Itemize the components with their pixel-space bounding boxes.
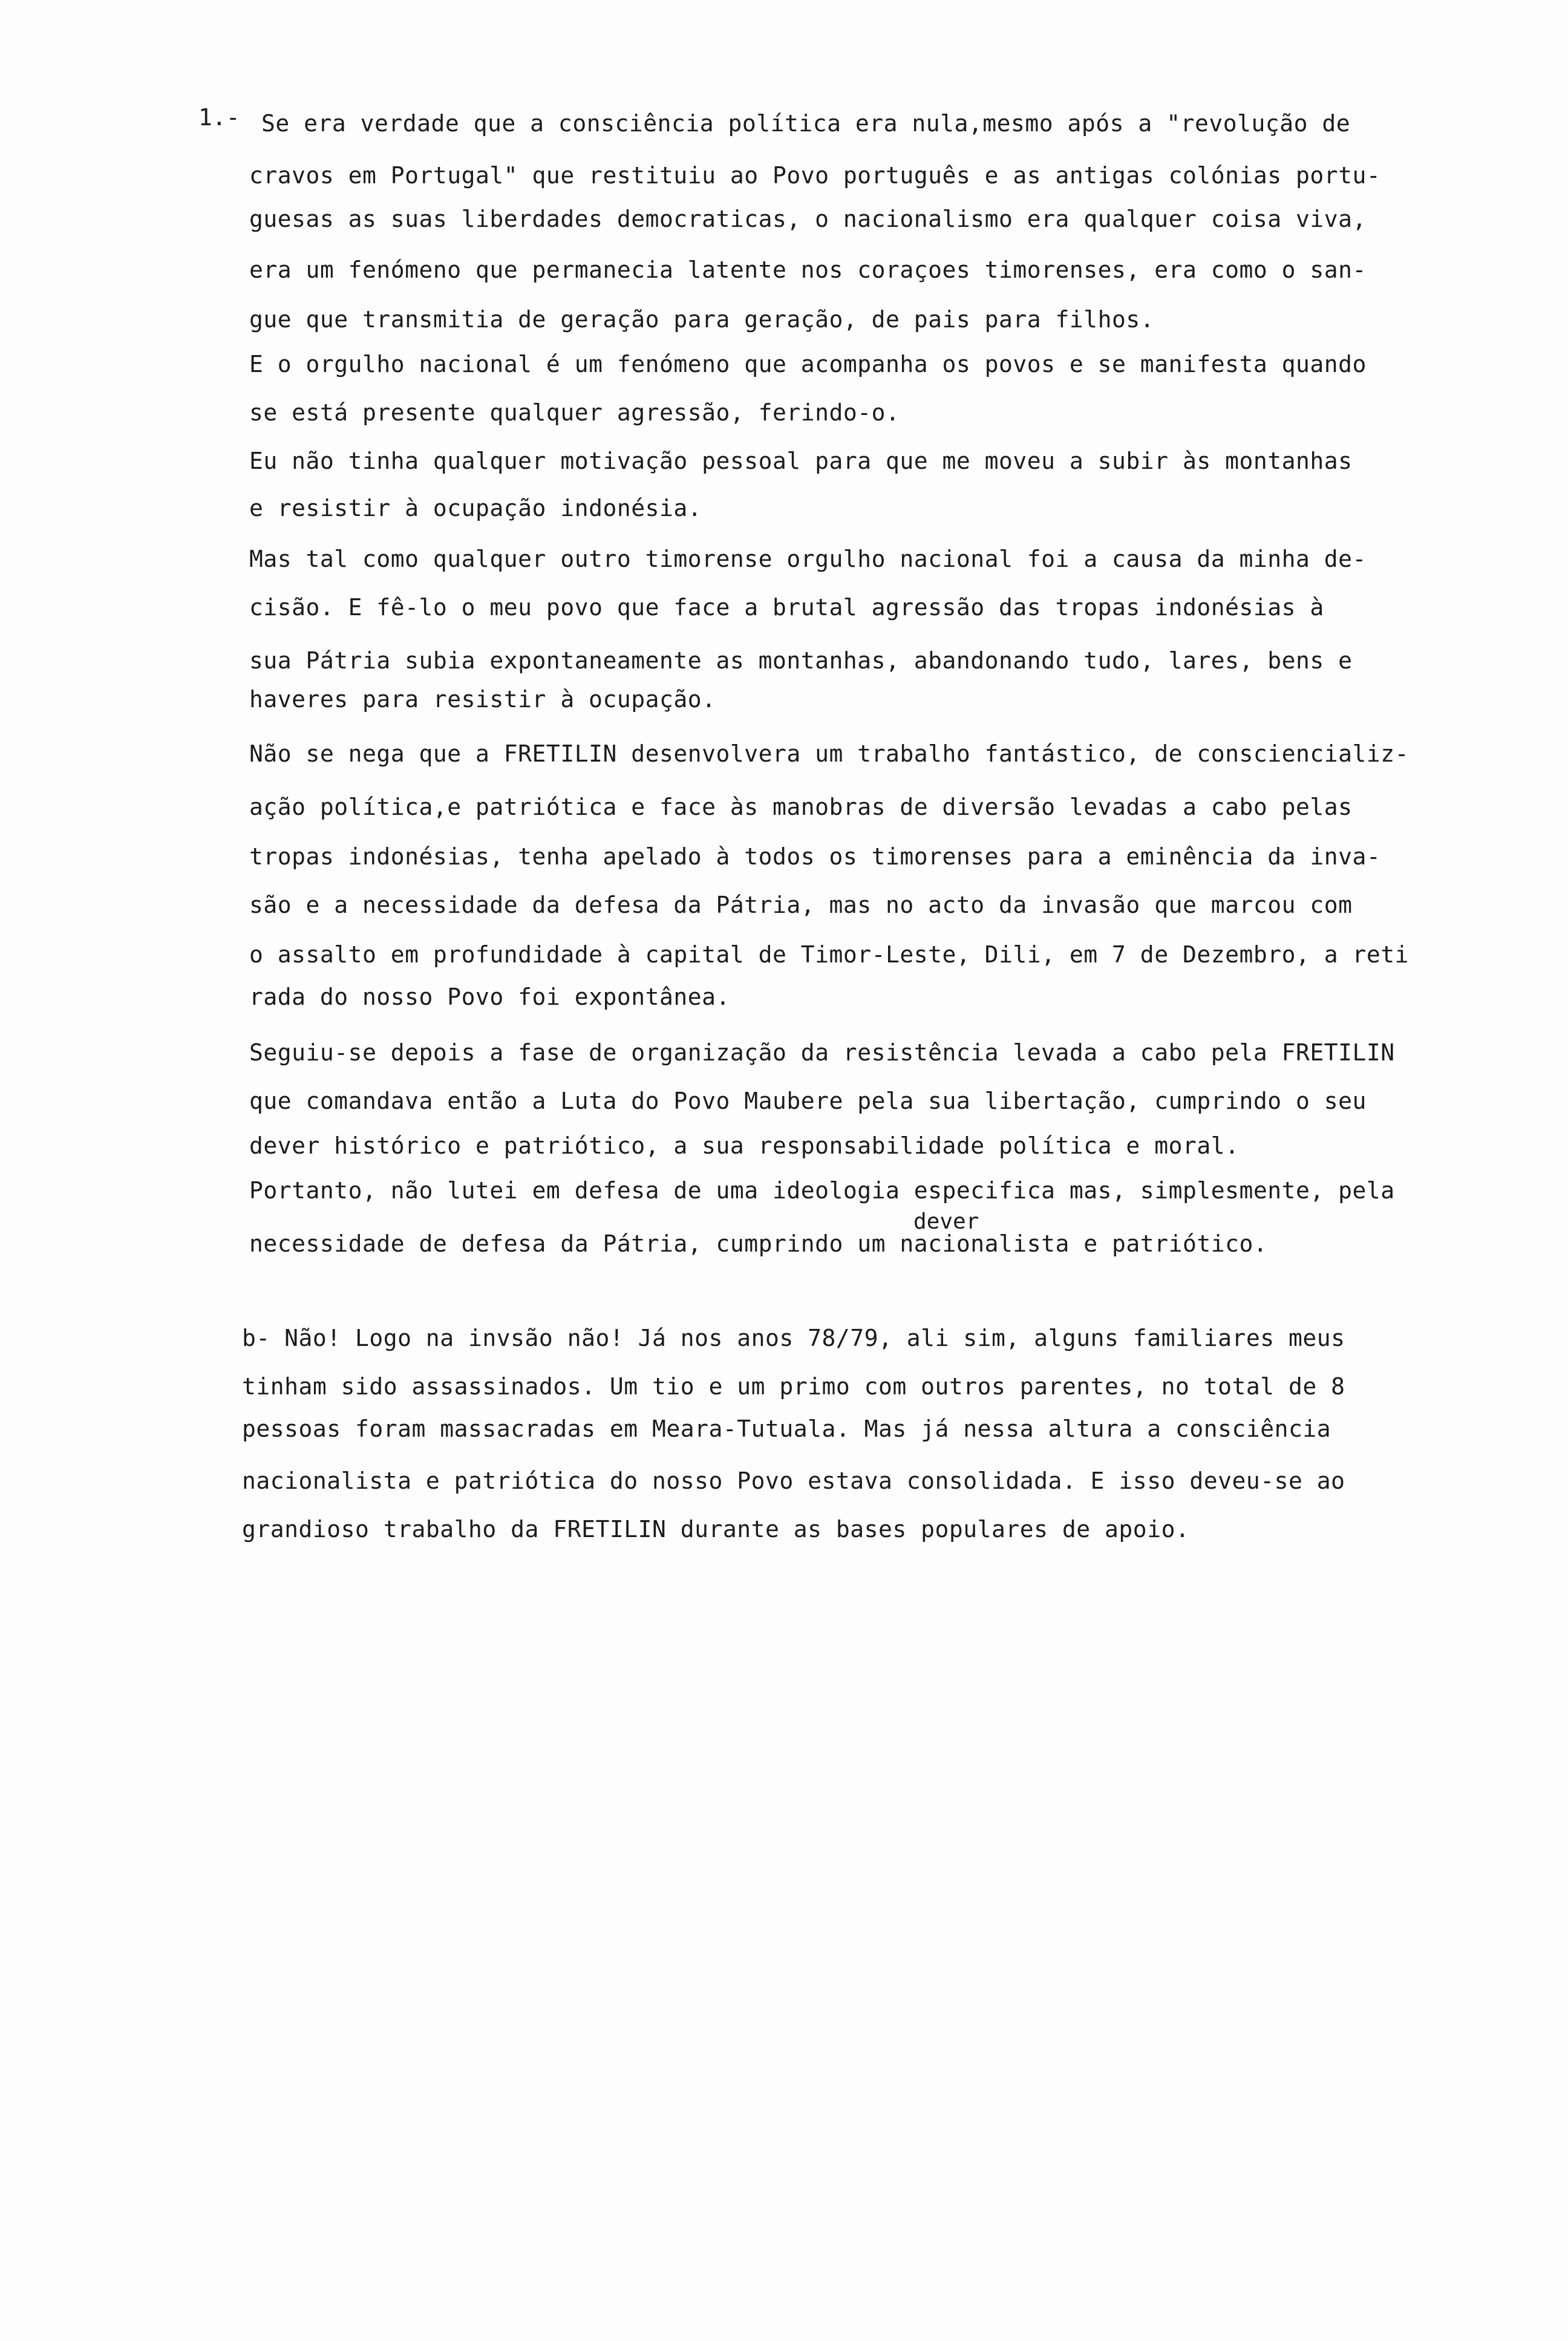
- text-line: tropas indonésias, tenha apelado à todos os timorenses para a eminência da inva-: [249, 843, 1381, 870]
- text-line: que comandava então a Luta do Povo Maubere pela sua libertação, cumprindo o seu: [249, 1088, 1367, 1114]
- text-line: Eu não tinha qualquer motivação pessoal para que me moveu a subir às montanhas: [249, 448, 1353, 474]
- text-line: Mas tal como qualquer outro timorense orgulho nacional foi a causa da minha de-: [249, 546, 1367, 572]
- text-line: Seguiu-se depois a fase de organização da resistência levada a cabo pela FRETILIN: [249, 1039, 1395, 1066]
- text-line: necessidade de defesa da Pátria, cumprindo um nacionalista e patriótico.: [249, 1230, 1268, 1257]
- text-line: rada do nosso Povo foi expontânea.: [249, 984, 730, 1010]
- text-line: haveres para resistir à ocupação.: [249, 686, 716, 713]
- text-line: dever histórico e patriótico, a sua responsabilidade política e moral.: [249, 1132, 1240, 1159]
- text-line: era um fenómeno que permanecia latente nos coraçoes timorenses, era como o san-: [249, 256, 1367, 283]
- text-line: nacionalista e patriótica do nosso Povo estava consolidada. E isso deveu-se ao: [242, 1468, 1345, 1494]
- text-line: ação política,e patriótica e face às manobras de diversão levadas a cabo pelas: [249, 794, 1353, 820]
- text-line: guesas as suas liberdades democraticas, o nacionalismo era qualquer coisa viva,: [249, 206, 1367, 232]
- text-line: sua Pátria subia expontaneamente as montanhas, abandonando tudo, lares, bens e: [249, 647, 1353, 674]
- item-number: 1.-: [198, 104, 240, 131]
- text-line: b- Não! Logo na invsão não! Já nos anos 78/79, ali sim, alguns familiares meus: [242, 1325, 1345, 1351]
- text-line: grandioso trabalho da FRETILIN durante as bases populares de apoio.: [242, 1516, 1190, 1543]
- text-line: E o orgulho nacional é um fenómeno que acompanha os povos e se manifesta quando: [249, 351, 1367, 377]
- text-line: o assalto em profundidade à capital de Timor-Leste, Dili, em 7 de Dezembro, a reti: [249, 941, 1409, 968]
- text-line: Não se nega que a FRETILIN desenvolvera um trabalho fantástico, de consciencializ-: [249, 740, 1409, 767]
- text-line: e resistir à ocupação indonésia.: [249, 495, 702, 521]
- text-line: pessoas foram massacradas em Meara-Tutuala. Mas já nessa altura a consciência: [242, 1415, 1331, 1442]
- handwritten-insertion: dever: [913, 1209, 979, 1234]
- text-line: Portanto, não lutei em defesa de uma ideologia especifica mas, simplesmente, pela: [249, 1177, 1395, 1204]
- text-line: cravos em Portugal" que restituiu ao Povo português e as antigas colónias portu-: [249, 162, 1381, 189]
- text-line: tinham sido assassinados. Um tio e um primo com outros parentes, no total de 8: [242, 1373, 1345, 1400]
- text-line: cisão. E fê-lo o meu povo que face a brutal agressão das tropas indonésias à: [249, 594, 1324, 621]
- text-line: Se era verdade que a consciência política era nula,mesmo após a "revolução de: [261, 110, 1351, 137]
- text-line: gue que transmitia de geração para geração, de pais para filhos.: [249, 306, 1155, 333]
- text-line: são e a necessidade da defesa da Pátria, mas no acto da invasão que marcou com: [249, 892, 1353, 918]
- text-line: se está presente qualquer agressão, ferindo-o.: [249, 399, 900, 426]
